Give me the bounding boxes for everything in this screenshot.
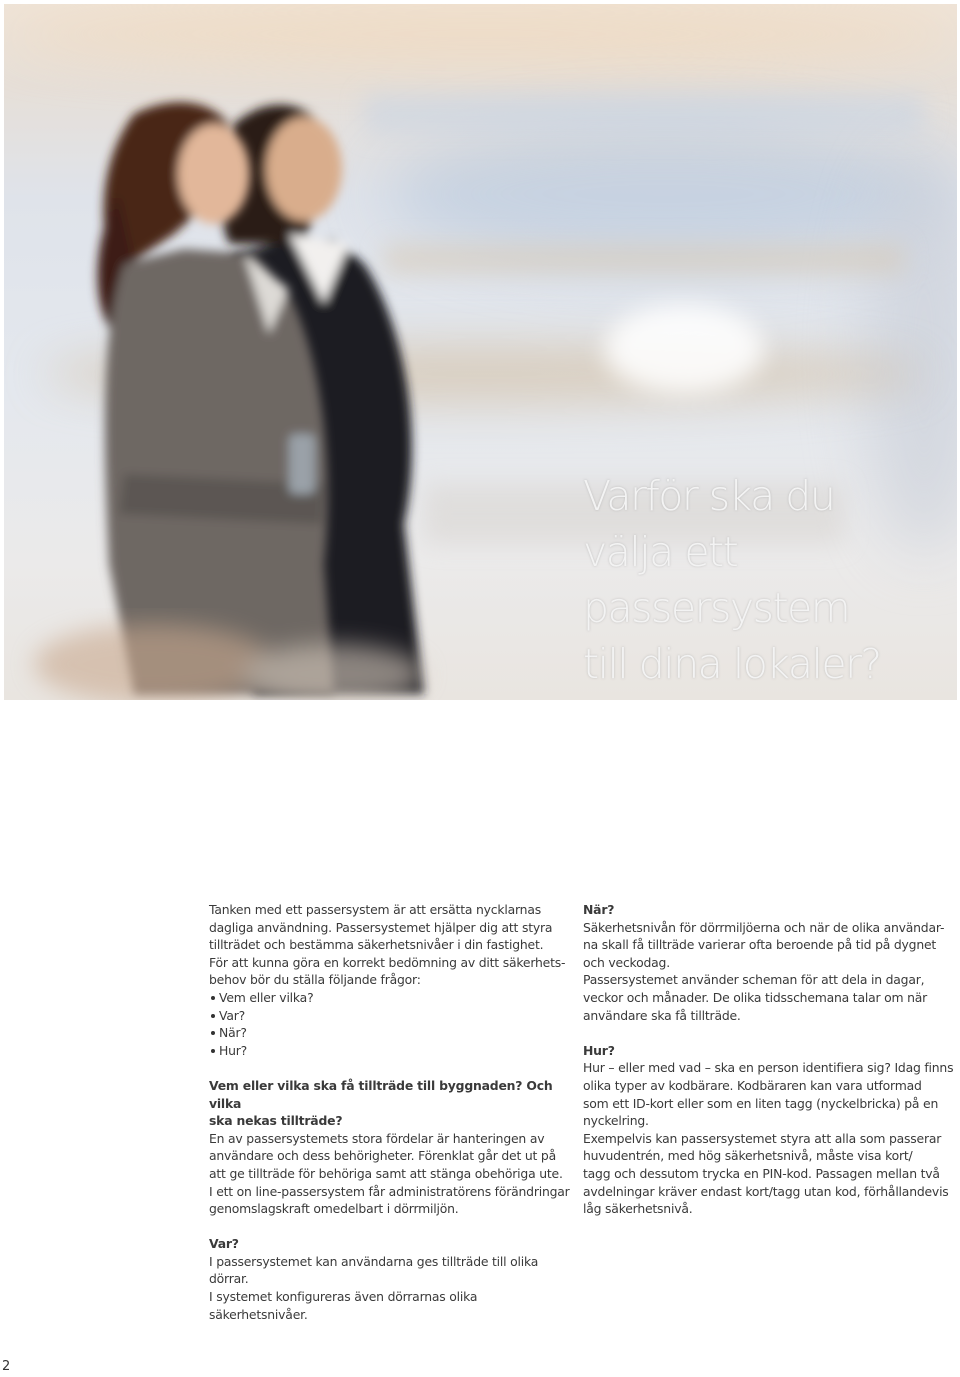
headline [583, 468, 881, 692]
intro-line: För att kunna göra en korrekt bedömning av ditt säkerhets- [209, 954, 566, 970]
how-body-line: låg säkerhetsnivå. [583, 1201, 693, 1217]
when-heading: När? [583, 902, 615, 917]
how-body-line: Hur – eller med vad – ska en person identifiera sig? Idag finns [583, 1060, 954, 1076]
intro-line: behov bör du ställa följande frågor: [209, 972, 421, 988]
when-body-line: na skall få tillträde varierar ofta beroende på tid på dygnet [583, 937, 937, 953]
when-body-line: och veckodag. [583, 954, 670, 970]
how-body-line: avdelningar kräver endast kort/tagg utan kod, förhållandevis [583, 1183, 949, 1199]
where-heading: Var? [209, 1236, 239, 1252]
who-heading: ska nekas tillträde? [209, 1113, 343, 1129]
headline-line: Varför ska du [583, 472, 835, 520]
how-body-line: olika typer av kodbärare. Kodbäraren kan vara utformad [583, 1077, 922, 1093]
how-body-line: huvudentrén, med hög säkerhetsnivå, måste visa kort/ [583, 1148, 913, 1164]
when-body-line: Passersystemet använder scheman för att dela in dagar, [583, 972, 925, 988]
where-body-line: I passersystemet kan användarna ges tillträde till olika dörrar. [209, 1253, 539, 1287]
when-body-line: Säkerhetsnivån för dörrmiljöerna och när de olika användar- [583, 919, 945, 935]
who-body-line: genomslagskraft omedelbart i dörrmiljön. [209, 1201, 459, 1217]
who-body-line: att ge tillträde för behöriga samt att stänga obehöriga ute. [209, 1165, 563, 1181]
question-item: När? [209, 1024, 571, 1042]
when-body-line: användare ska få tillträde. [583, 1007, 741, 1023]
question-item: Var? [209, 1007, 571, 1025]
when-body-line: veckor och månader. De olika tidsschemana talar om när [583, 989, 928, 1005]
who-heading: Vem eller vilka ska få tillträde till byggnaden? Och vilka [209, 1077, 553, 1111]
how-body-line: som ett ID-kort eller som en liten tagg (nyckelbricka) på en [583, 1095, 939, 1111]
how-body-line: Exempelvis kan passersystemet styra att alla som passerar [583, 1130, 942, 1146]
headline-line: passersystem [583, 584, 850, 632]
question-item: Vem eller vilka? [209, 989, 571, 1007]
how-body-line: tagg och dessutom trycka en PIN-kod. Passagen mellan två [583, 1165, 940, 1181]
left-column [209, 901, 571, 1323]
intro-line: tillträdet och bestämma säkerhetsnivåer i din fastighet. [209, 937, 544, 953]
how-body-line: nyckelring. [583, 1113, 649, 1129]
headline-line: till dina lokaler? [583, 640, 881, 688]
intro-line: Tanken med ett passersystem är att ersätta nycklarnas [209, 902, 541, 917]
who-body-line: I ett on line-passersystem får administratörens förändringar [209, 1183, 570, 1199]
how-heading: Hur? [583, 1042, 615, 1058]
intro-line: dagliga användning. Passersystemet hjälper dig att styra [209, 919, 553, 935]
where-body-line: I systemet konfigureras även dörrarnas olika säkerhetsnivåer. [209, 1289, 478, 1322]
page-number: 2 [2, 1359, 11, 1374]
question-list [209, 989, 571, 1059]
who-body-line: användare och dess behörigheter. Förenklat går det ut på [209, 1148, 556, 1164]
headline-line: välja ett [583, 528, 738, 576]
question-item: Hur? [209, 1042, 571, 1060]
right-column [583, 901, 955, 1218]
who-body-line: En av passersystemets stora fördelar är hanteringen av [209, 1130, 545, 1146]
